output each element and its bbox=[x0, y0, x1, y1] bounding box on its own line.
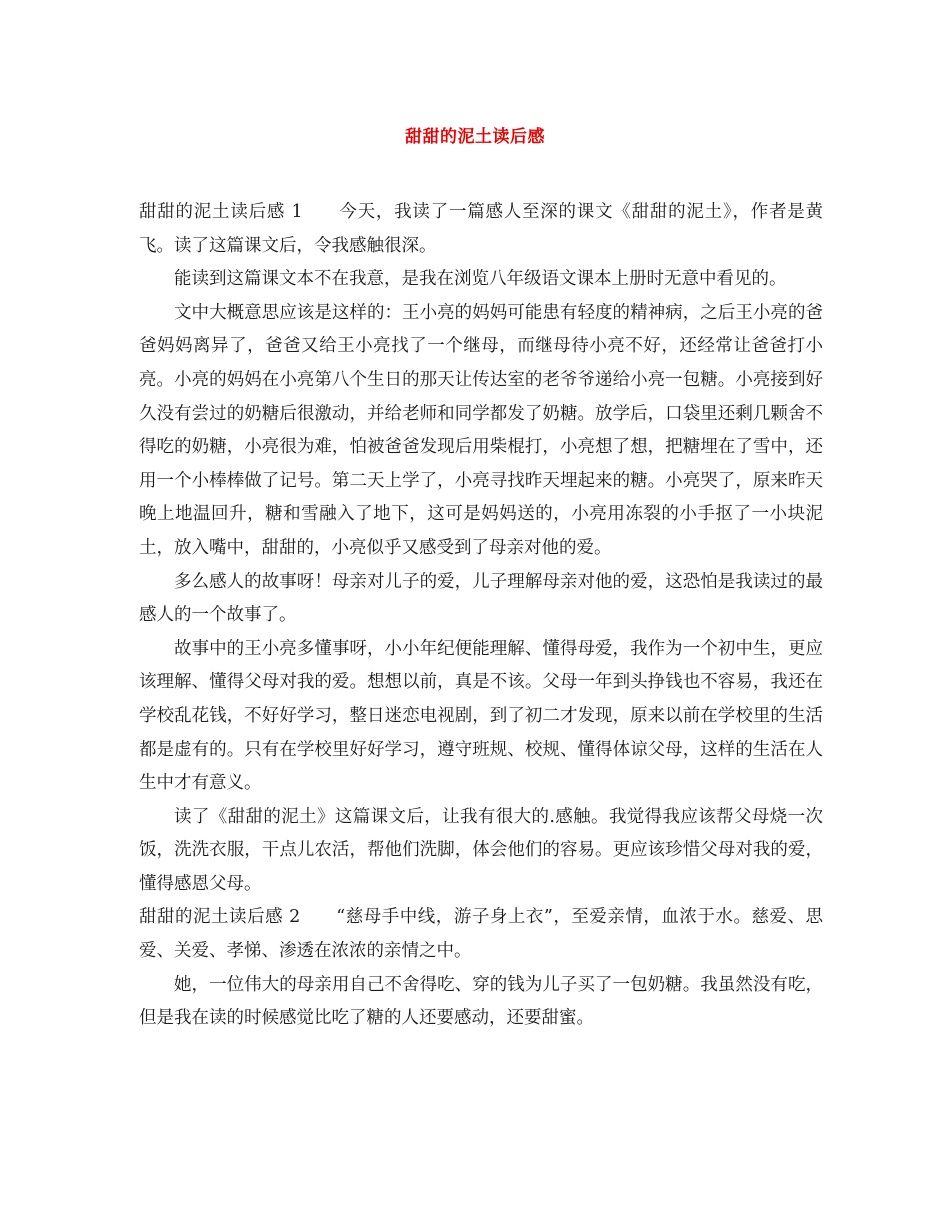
essay-2-intro-text: “慈母手中线，游子身上衣”，至爱亲情，血浓于水。慈爱、思爱、关爱、孝悌、渗透在浓浓的亲情之中。 bbox=[139, 907, 823, 962]
essay-1-first-paragraph bbox=[139, 196, 823, 263]
essay-2-first-paragraph bbox=[139, 901, 823, 968]
document-title: 甜甜的泥土读后感 bbox=[405, 127, 545, 147]
essay-1-paragraph: 文中大概意思应该是这样的：王小亮的妈妈可能患有轻度的精神病，之后王小亮的爸爸妈妈离异了，爸爸又给王小亮找了一个继母，而继母待小亮不好，还经常让爸爸打小亮。小亮的妈妈在小亮第八个生日的那天让传达室的老爷爷递给小亮一包糖。小亮接到好久没有尝过的奶糖后很激动，并给老师和同学都发了奶糖。放学后，口袋里还剩几颗舍不得吃的奶糖，小亮很为难，怕被爸爸发现后用柴棍打，小亮想了想，把糖埋在了雪中，还用一个小棒棒做了记号。第二天上学了，小亮寻找昨天埋起来的糖。小亮哭了，原来昨天晚上地温回升，糖和雪融入了地下，这可是妈妈送的，小亮用冻裂的小手抠了一小块泥土，放入嘴中，甜甜的，小亮似乎又感受到了母亲对他的爱。 bbox=[139, 302, 823, 558]
essay-1-paragraph: 读了《甜甜的泥土》这篇课文后，让我有很大的.感触。我觉得我应该帮父母烧一次饭，洗洗衣服，干点儿农活，帮他们洗脚，体会他们的容易。更应该珍惜父母对我的爱，懂得感恩父母。 bbox=[139, 806, 823, 894]
essay-1-paragraph: 多么感人的故事呀！母亲对儿子的爱，儿子理解母亲对他的爱，这恐怕是我读过的最感人的一个故事了。 bbox=[139, 571, 823, 626]
essay-2-label: 甜甜的泥土读后感 2 bbox=[139, 907, 301, 928]
essay-1-label: 甜甜的泥土读后感 1 bbox=[139, 202, 303, 222]
essay-1-paragraph: 故事中的王小亮多懂事呀，小小年纪便能理解、懂得母爱，我作为一个初中生，更应该理解、懂得父母对我的爱。想想以前，真是不该。父母一年到头挣钱也不容易，我还在学校乱花钱，不好好学习，整日迷恋电视剧，到了初二才发现，原来以前在学校里的生活都是虚有的。只有在学校里好好学习，遵守班规、校规、懂得体谅父母，这样的生活在人生中才有意义。 bbox=[139, 638, 823, 794]
essay-1-paragraph: 能读到这篇课文本不在我意，是我在浏览八年级语文课本上册时无意中看见的。 bbox=[174, 269, 787, 290]
document-body bbox=[139, 196, 823, 1036]
essay-2-paragraph: 她，一位伟大的母亲用自己不舍得吃、穿的钱为儿子买了一包奶糖。我虽然没有吃，但是我在读的时候感觉比吃了糖的人还要感动，还要甜蜜。 bbox=[139, 974, 823, 1029]
essay-1-intro-text: 今天，我读了一篇感人至深的课文《甜甜的泥土》，作者是黄飞。读了这篇课文后，令我感触很深。 bbox=[139, 202, 824, 256]
